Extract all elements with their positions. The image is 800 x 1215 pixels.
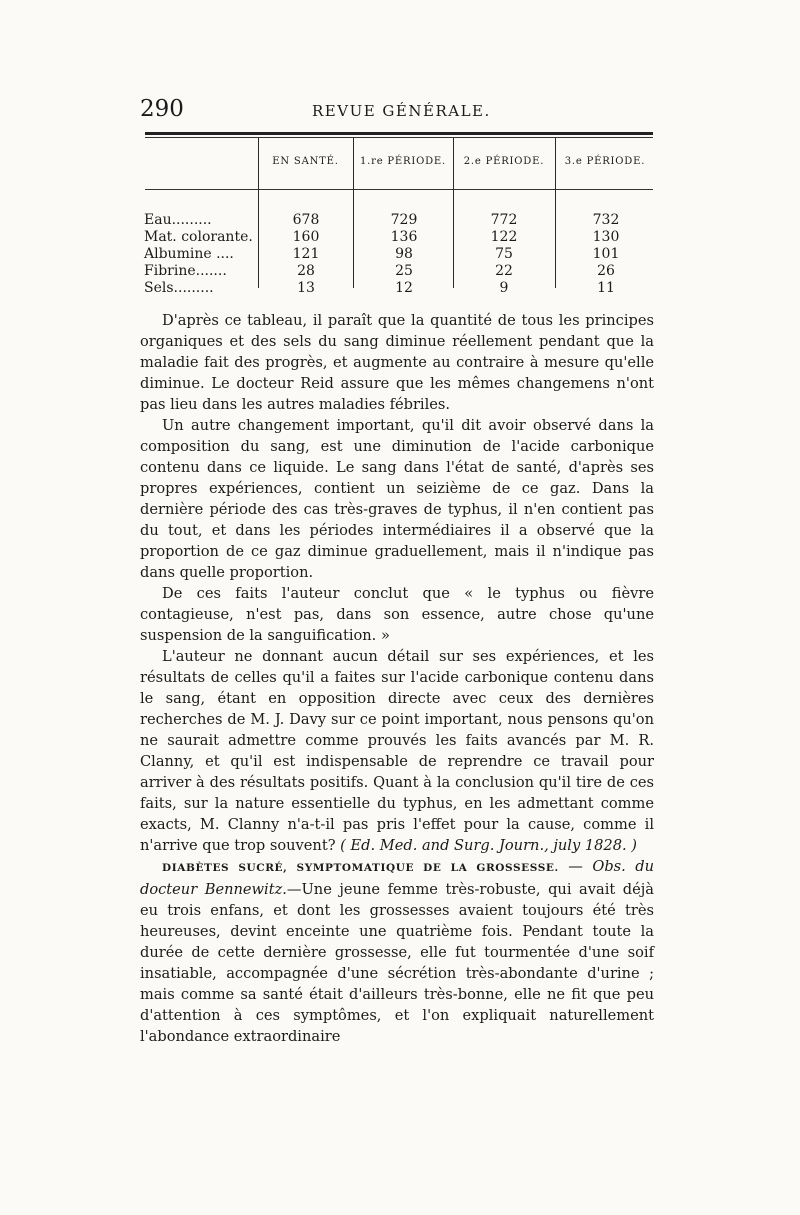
section-title: DIABÈTES SUCRÉ, SYMPTOMATIQUE DE LA GROSSESSE. (162, 862, 559, 874)
table-top-rule-thin (145, 137, 653, 138)
observation-credit: — Obs. du docteur Bennewitz. (140, 858, 655, 898)
table-row-label: Mat. colorante. (144, 229, 253, 245)
paragraph: D'après ce tableau, il paraît que la quantité de tous les principes organiques et des sels du sang diminue réellement pendant que la maladie fait des progrès, et augmente au contraire à mesure qu'elle diminue. Le docteur Reid assure que les mêmes changemens n'ont pas lieu dans les autres maladies fébriles. (140, 312, 654, 413)
table-cell: 12 (395, 280, 413, 296)
table-cell: 22 (495, 263, 513, 279)
table-cell: 75 (495, 246, 513, 262)
table-top-rule (145, 132, 653, 135)
table-cell: 732 (592, 212, 620, 228)
table-cell: 9 (499, 280, 509, 296)
table-cell: 160 (292, 229, 320, 245)
table-cell: 28 (297, 263, 315, 279)
table-row-label: Sels......... (144, 280, 214, 296)
table-cell: 136 (390, 229, 418, 245)
table-cell: 122 (490, 229, 518, 245)
running-head: REVUE GÉNÉRALE. (312, 102, 491, 120)
table-col-header: 2.e PÉRIODE. (463, 156, 545, 167)
page-header (140, 96, 660, 124)
table-cell: 13 (297, 280, 315, 296)
table-cell: 121 (292, 246, 320, 262)
table-col-header: 3.e PÉRIODE. (564, 156, 646, 167)
page-number: 290 (140, 96, 184, 122)
table-row-label: Eau......... (144, 212, 212, 228)
paragraph (140, 856, 654, 1047)
table-row-label: Albumine .... (144, 246, 234, 262)
paragraph (140, 646, 654, 856)
table-row-label: Fibrine....... (144, 263, 227, 279)
table-cell: 25 (395, 263, 413, 279)
table-col-header: 1.re PÉRIODE. (359, 156, 447, 167)
table-cell: 772 (490, 212, 518, 228)
paragraph: De ces faits l'auteur conclut que « le typhus ou fièvre contagieuse, n'est pas, dans son essence, autre chose qu'une suspension de la sanguification. » (140, 585, 654, 644)
article-body (140, 310, 654, 1047)
paragraph-text: L'auteur ne donnant aucun détail sur ses expériences, et les résultats de celles qu'il a faites sur l'acide carbonique contenu dans le sang, étant en opposition directe avec ceux des dernières recherches de M. J. Davy sur ce point important, nous pensons qu'on ne saurait admettre comme prouvés les faits avancés par M. R. Clanny, et qu'il est indispensable de reprendre ce travail pour arriver à des résultats positifs. Quant à la conclusion qu'il tire de ces faits, sur la nature essentielle du typhus, en les admettant comme exacts, M. Clanny n'a-t-il pas pris l'effet pour la cause, comme il n'arrive que trop souvent? (140, 648, 654, 854)
table-col-header: EN SANTÉ. (272, 156, 339, 167)
paragraph: Un autre changement important, qu'il dit avoir observé dans la composition du sang, est une diminution de l'acide carbonique contenu dans ce liquide. Le sang dans l'état de santé, d'après ses propres expériences, contient un seizième de ce gaz. Dans la dernière période des cas très-graves de typhus, il n'en contient pas du tout, et dans les périodes intermédiaires il a observé que la proportion de ce gaz diminue graduellement, mais il n'indique pas dans quelle proportion. (140, 417, 654, 581)
table-cell: 98 (395, 246, 413, 262)
table-cell: 26 (597, 263, 615, 279)
table-cell: 729 (390, 212, 418, 228)
table-cell: 101 (592, 246, 620, 262)
citation: ( Ed. Med. and Surg. Journ., july 1828. ) (340, 837, 637, 854)
table-cell: 130 (592, 229, 620, 245)
table-cell: 11 (597, 280, 615, 296)
blood-composition-table (140, 132, 654, 297)
paragraph-text: —Une jeune femme très-robuste, qui avait déjà eu trois enfans, et dont les grossesses avaient toujours été très heureuses, devint enceinte une quatrième fois. Pendant toute la durée de cette dernière grossesse, elle fut tourmentée d'une soif insatiable, accompagnée d'une sécrétion très-abondante d'urine ; mais comme sa santé était d'ailleurs très-bonne, elle ne fit que peu d'attention à ces symptômes, et l'on expliquait naturellement l'abondance extraordinaire (140, 881, 655, 1045)
table-header-rule (145, 189, 653, 190)
table-cell: 678 (292, 212, 320, 228)
